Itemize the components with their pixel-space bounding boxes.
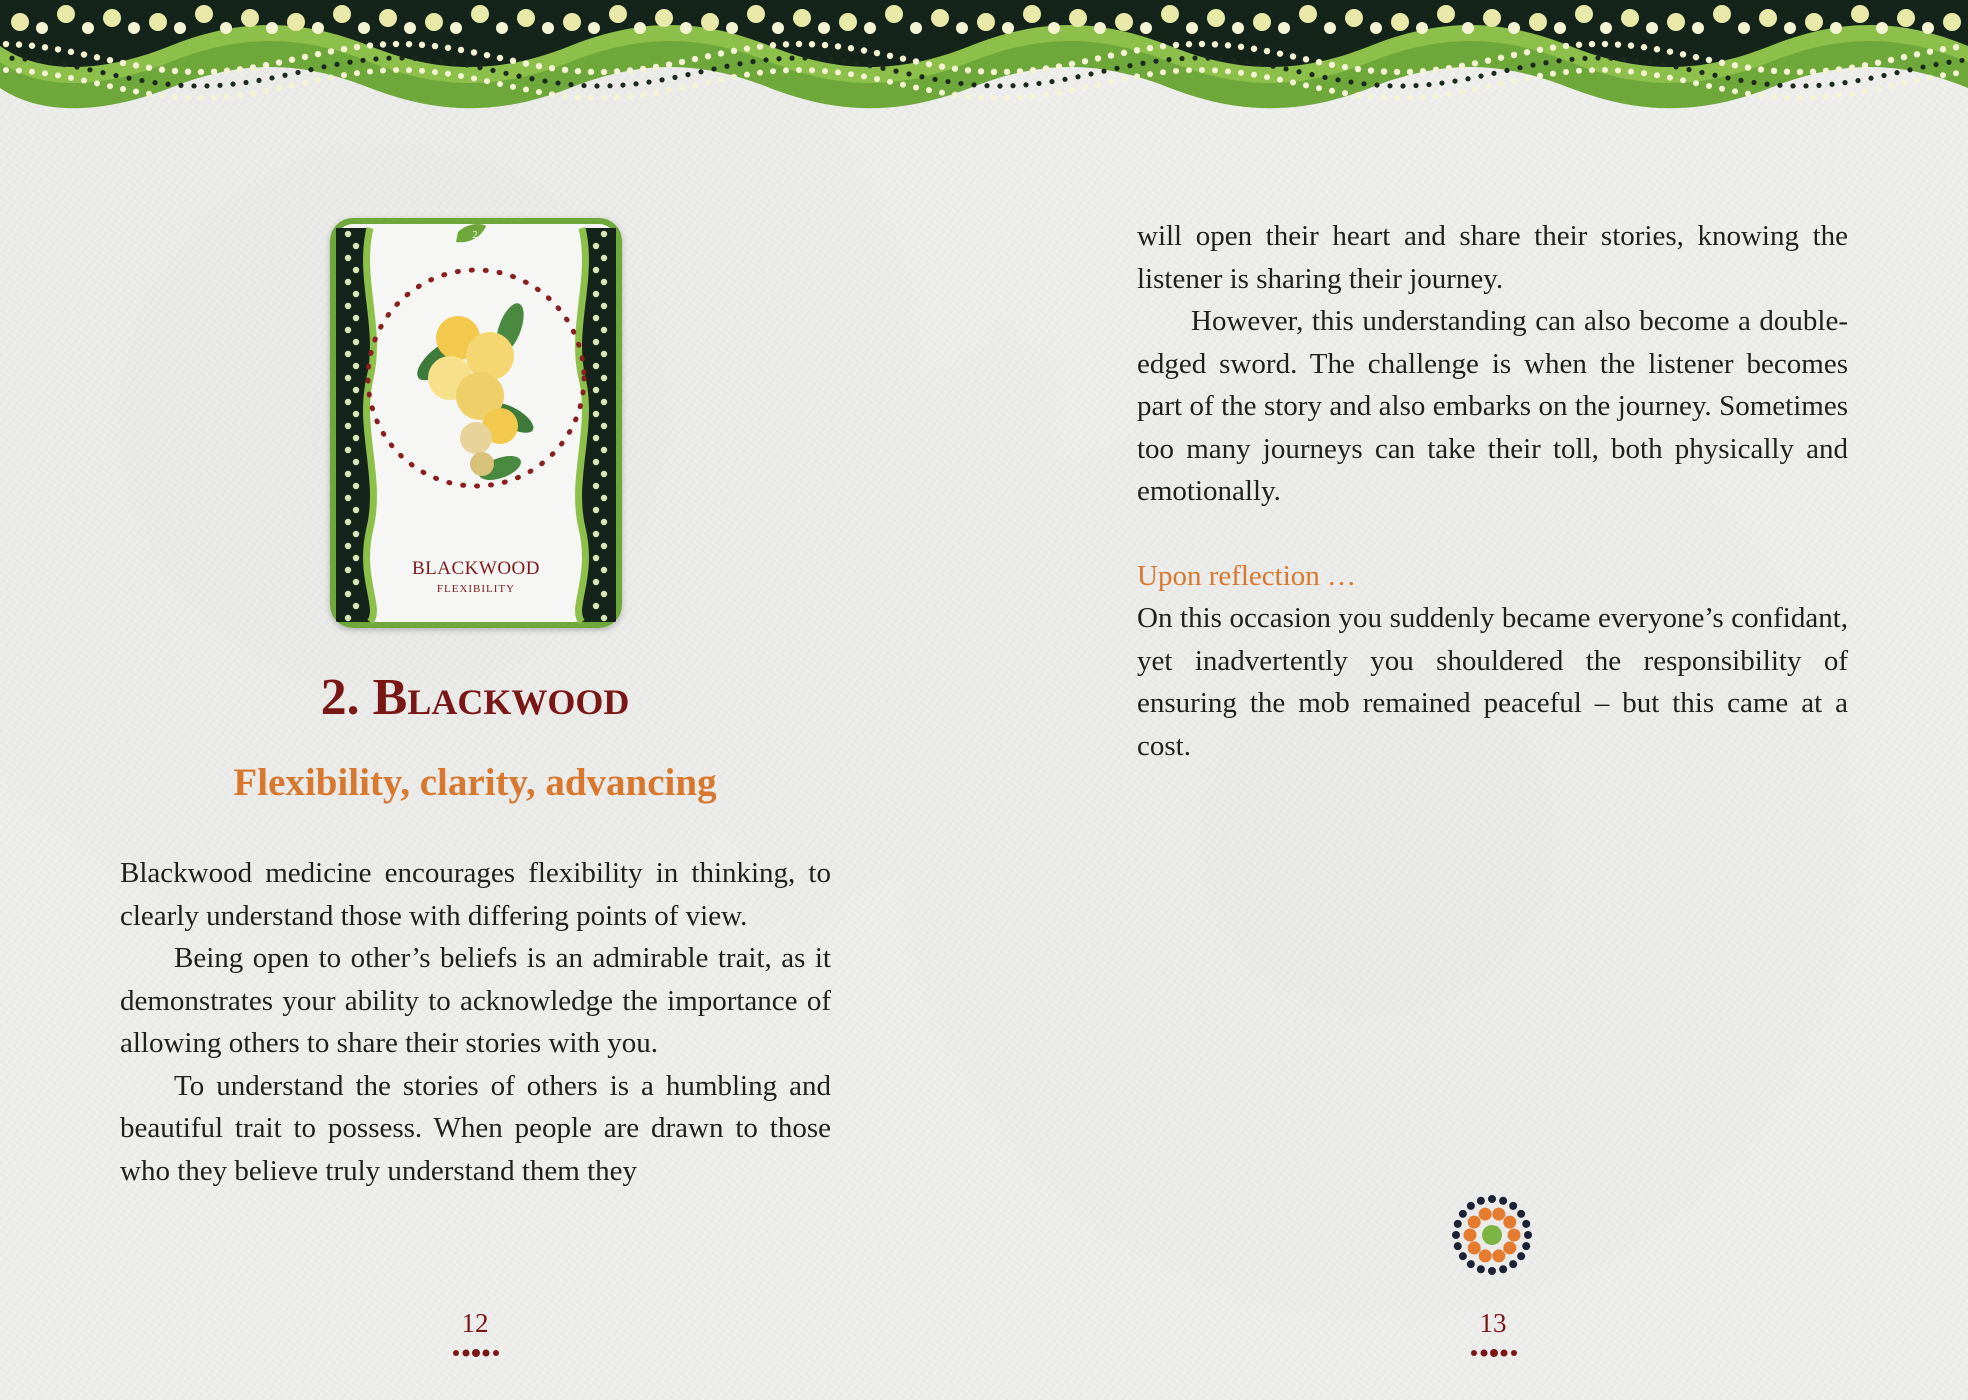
- card-number-label: 2: [472, 229, 478, 241]
- blackwood-card-image: [330, 218, 622, 628]
- dot-circle-emblem-icon: [1450, 1193, 1534, 1277]
- left-page-body: [120, 852, 831, 1192]
- reflection-paragraph: On this occasion you suddenly became everyone’s confidant, yet inadvertently you shouldered the responsibility of ensuring the mob remained peaceful – but this came at a cost.: [1137, 602, 1848, 762]
- body-paragraph: will open their heart and share their stories, knowing the listener is sharing their journey.: [1137, 220, 1848, 295]
- card-name-label: BLACKWOOD: [412, 558, 540, 579]
- body-paragraph: Blackwood medicine encourages flexibility in thinking, to clearly understand those with differing points of view.: [120, 857, 831, 932]
- card-keyword-label: FLEXIBILITY: [436, 583, 516, 595]
- chapter-title: 2. Blackwood: [320, 669, 630, 726]
- chapter-subtitle: Flexibility, clarity, advancing: [233, 761, 717, 804]
- page-number-right: 13: [1479, 1308, 1507, 1338]
- page-dots-ornament-icon: [1470, 1348, 1518, 1358]
- right-page-body: [1137, 215, 1848, 767]
- reflection-heading: Upon reflection …: [1137, 559, 1357, 592]
- body-paragraph: However, this understanding can also become a double-edged sword. The challenge is when the listener becomes part of the story and also embarks on the journey. Sometimes too many journeys can take their toll, both physically and emotionally.: [1137, 305, 1848, 507]
- page-dots-ornament-icon: [452, 1348, 500, 1358]
- top-decorative-border: [0, 0, 1968, 115]
- body-paragraph: To understand the stories of others is a humbling and beautiful trait to possess. When people are drawn to those who they believe truly understand them they: [120, 1069, 831, 1187]
- page-number-left: 12: [461, 1308, 489, 1338]
- body-paragraph: Being open to other’s beliefs is an admirable trait, as it demonstrates your ability to acknowledge the importance of allowing others to share their stories with you.: [120, 942, 831, 1059]
